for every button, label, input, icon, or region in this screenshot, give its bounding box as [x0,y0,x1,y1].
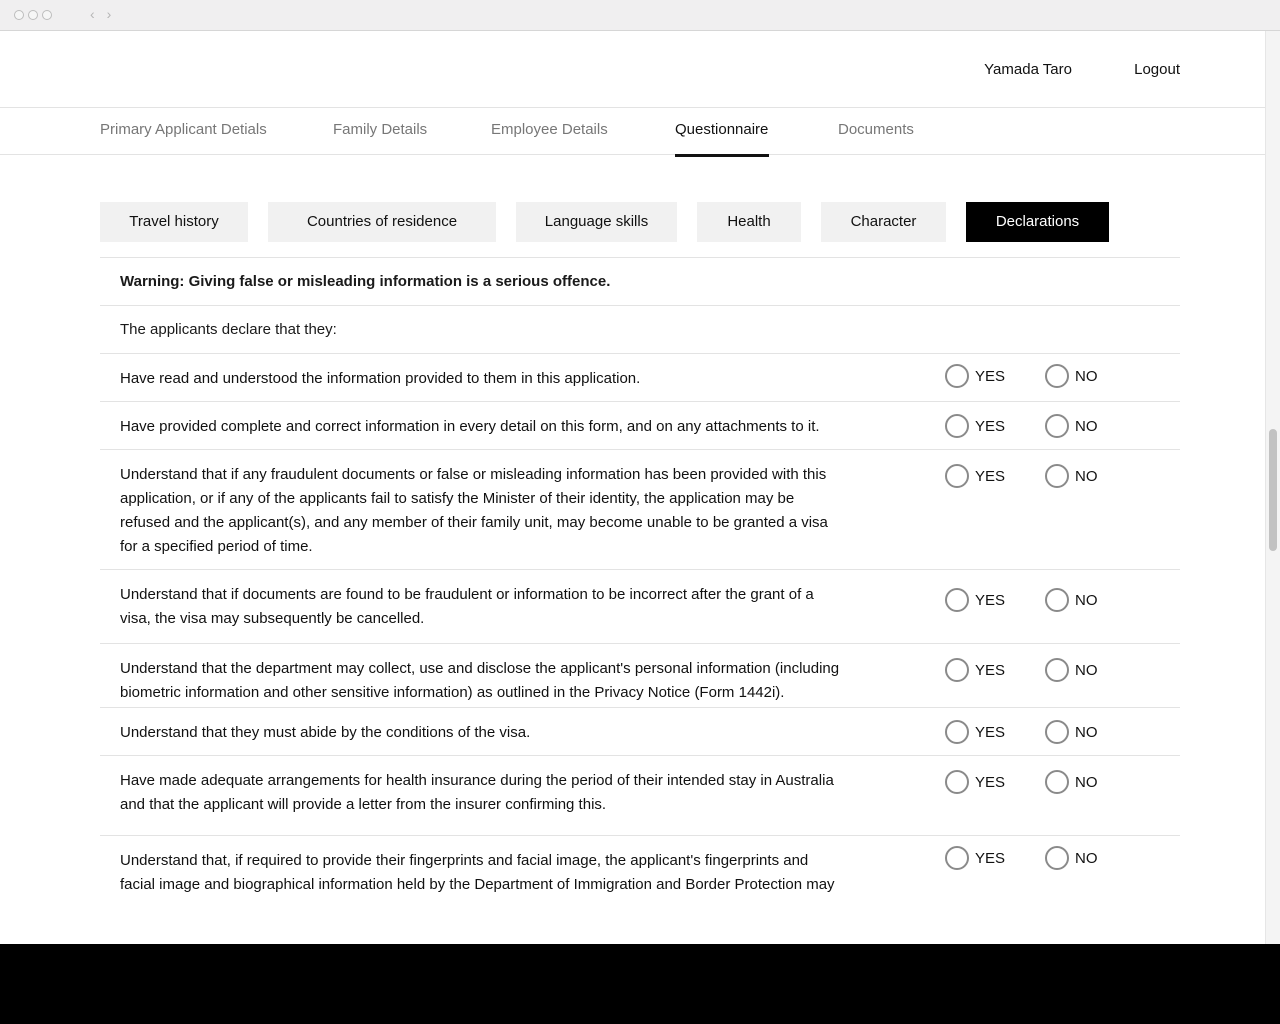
no-label: NO [1075,367,1098,385]
forward-arrow-icon[interactable]: › [106,6,112,22]
subtab-health[interactable]: Health [697,202,801,242]
radio-circle-icon [1045,588,1069,612]
radio-circle-icon [1045,414,1069,438]
history-navigation [90,6,111,22]
yes-label: YES [975,849,1006,867]
page-viewport [0,31,1265,944]
main-tab-bar [0,108,1265,155]
no-radio[interactable] [1045,414,1098,438]
radio-circle-icon [1045,658,1069,682]
yes-label: YES [975,773,1006,791]
back-arrow-icon[interactable]: ‹ [90,6,95,22]
question-row [100,401,1180,449]
tab-questionnaire[interactable]: Questionnaire [675,121,769,138]
question-row [100,569,1180,643]
declarations-form [100,257,1180,915]
question-text: Understand that if any fraudulent documents or false or misleading information has been provided with this application, or if any of the applicants fail to satisfy the Minister of their identity, the application may be refused and the applicant(s), and any member of their family unit, may become unable to be granted a visa for a specified period of time. [120,466,828,555]
no-label: NO [1075,773,1098,791]
no-label: NO [1075,591,1098,609]
yes-label: YES [975,661,1006,679]
logout-link[interactable]: Logout [1134,61,1180,78]
yes-radio[interactable] [945,414,1005,438]
radio-circle-icon [945,770,969,794]
tab-family-details[interactable]: Family Details [333,121,428,138]
question-text: Understand that if documents are found to be fraudulent or information to be incorrect after the grant of a visa, the visa may subsequently be cancelled. [120,586,814,627]
radio-circle-icon [945,414,969,438]
subtab-travel-history[interactable]: Travel history [100,202,248,242]
question-row [100,353,1180,401]
footer-bar [0,944,1280,1024]
subtab-character[interactable]: Character [821,202,946,242]
question-text: Understand that, if required to provide their fingerprints and facial image, the applicant's fingerprints and facial image and biographical information held by the Department of Immigration and Border Protection may [120,852,835,893]
yes-radio[interactable] [945,720,1005,744]
no-label: NO [1075,467,1098,485]
subtab-language-skills[interactable]: Language skills [516,202,677,242]
declaration-intro: The applicants declare that they: [100,305,1180,353]
user-name: Yamada Taro [984,61,1072,78]
subtab-countries-of-residence[interactable]: Countries of residence [268,202,496,242]
no-radio[interactable] [1045,364,1098,388]
question-text: Have made adequate arrangements for health insurance during the period of their intended stay in Australia and that the applicant will provide a letter from the insurer confirming this. [120,772,834,813]
question-text: Understand that they must abide by the conditions of the visa. [120,724,531,741]
no-radio[interactable] [1045,846,1098,870]
radio-circle-icon [1045,720,1069,744]
close-window-button[interactable] [14,10,24,20]
tab-employee-details[interactable]: Employee Details [491,121,608,138]
no-radio[interactable] [1045,770,1098,794]
scrollbar-thumb[interactable] [1269,429,1277,551]
minimize-window-button[interactable] [28,10,38,20]
yes-radio[interactable] [945,364,1005,388]
no-radio[interactable] [1045,720,1098,744]
no-radio[interactable] [1045,588,1098,612]
question-text: Understand that the department may collect, use and disclose the applicant's personal information (including biometric information and other sensitive information) as outlined in the Privacy Notice (Form 1442i). [120,660,840,701]
yes-label: YES [975,467,1006,485]
maximize-window-button[interactable] [42,10,52,20]
radio-circle-icon [1045,770,1069,794]
no-label: NO [1075,723,1098,741]
radio-circle-icon [1045,364,1069,388]
radio-circle-icon [945,720,969,744]
radio-circle-icon [945,364,969,388]
yes-label: YES [975,723,1006,741]
vertical-scrollbar[interactable] [1265,31,1280,944]
browser-toolbar [0,0,1280,31]
no-label: NO [1075,417,1098,435]
radio-circle-icon [945,658,969,682]
yes-radio[interactable] [945,770,1005,794]
yes-radio[interactable] [945,588,1005,612]
question-row [100,449,1180,569]
yes-radio[interactable] [945,464,1005,488]
no-label: NO [1075,849,1098,867]
yes-label: YES [975,367,1006,385]
no-radio[interactable] [1045,658,1098,682]
subtab-declarations[interactable]: Declarations [966,202,1109,242]
radio-circle-icon [945,464,969,488]
site-header [0,31,1265,108]
no-radio[interactable] [1045,464,1098,488]
radio-circle-icon [945,588,969,612]
warning-text: Warning: Giving false or misleading information is a serious offence. [100,257,1180,305]
radio-circle-icon [1045,846,1069,870]
tab-documents[interactable]: Documents [838,121,914,138]
question-row [100,835,1180,915]
question-text: Have provided complete and correct information in every detail on this form, and on any attachments to it. [120,418,820,435]
no-label: NO [1075,661,1098,679]
radio-circle-icon [945,846,969,870]
window-controls [14,10,52,20]
tab-primary-applicant-details[interactable]: Primary Applicant Detials [100,121,267,138]
yes-label: YES [975,417,1006,435]
question-row [100,643,1180,707]
yes-radio[interactable] [945,658,1005,682]
radio-circle-icon [1045,464,1069,488]
yes-label: YES [975,591,1006,609]
yes-radio[interactable] [945,846,1005,870]
question-row [100,707,1180,755]
question-text: Have read and understood the information provided to them in this application. [120,370,641,387]
question-row [100,755,1180,835]
